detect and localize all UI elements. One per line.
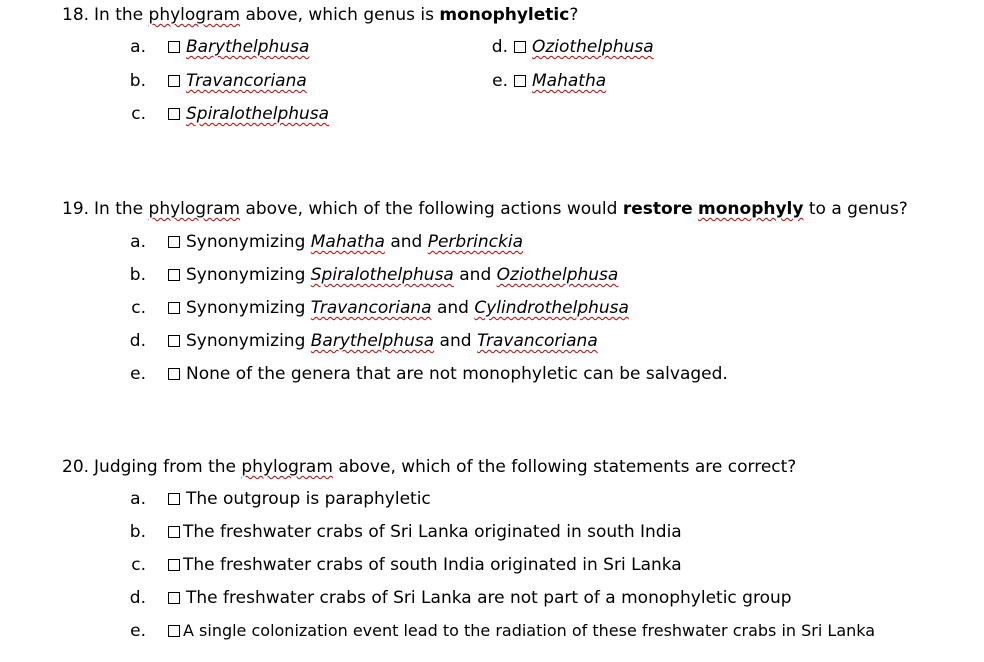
option-letter: d. [129, 331, 146, 351]
option-letter: c. [131, 104, 146, 124]
question-19: 19. In the phylogram above, which of the following actions would restore monophyly to a genus? [62, 199, 908, 219]
checkbox[interactable] [168, 269, 180, 281]
option-letter: b. [129, 265, 146, 285]
checkbox[interactable] [168, 335, 180, 347]
option-letter: e. [130, 621, 146, 641]
question-18: 18. In the phylogram above, which genus is monophyletic? [62, 5, 579, 25]
checkbox[interactable] [168, 559, 180, 571]
checkbox[interactable] [168, 368, 180, 380]
checkbox[interactable] [168, 236, 180, 248]
option-letter: a. [130, 489, 146, 509]
checkbox[interactable] [168, 526, 180, 538]
checkbox[interactable] [514, 75, 526, 87]
question-number: 18. [62, 5, 90, 25]
checkbox[interactable] [168, 108, 180, 120]
checkbox[interactable] [168, 75, 180, 87]
checkbox[interactable] [168, 41, 180, 53]
option-letter: d. [129, 588, 146, 608]
option-letter: e. [492, 71, 508, 91]
question-20: 20. Judging from the phylogram above, which of the following statements are correct? [62, 457, 797, 477]
option-letter: a. [130, 232, 146, 252]
option-letter: d. [491, 37, 508, 57]
option-letter: b. [129, 71, 146, 91]
checkbox[interactable] [168, 592, 180, 604]
checkbox[interactable] [514, 41, 526, 53]
option-letter: b. [129, 522, 146, 542]
option-letter: c. [131, 298, 146, 318]
option-letter: c. [131, 555, 146, 575]
checkbox[interactable] [168, 302, 180, 314]
checkbox[interactable] [168, 493, 180, 505]
option-letter: e. [130, 364, 146, 384]
checkbox[interactable] [168, 625, 180, 637]
question-number: 19. [62, 199, 90, 219]
question-number: 20. [62, 457, 90, 477]
option-letter: a. [130, 37, 146, 57]
